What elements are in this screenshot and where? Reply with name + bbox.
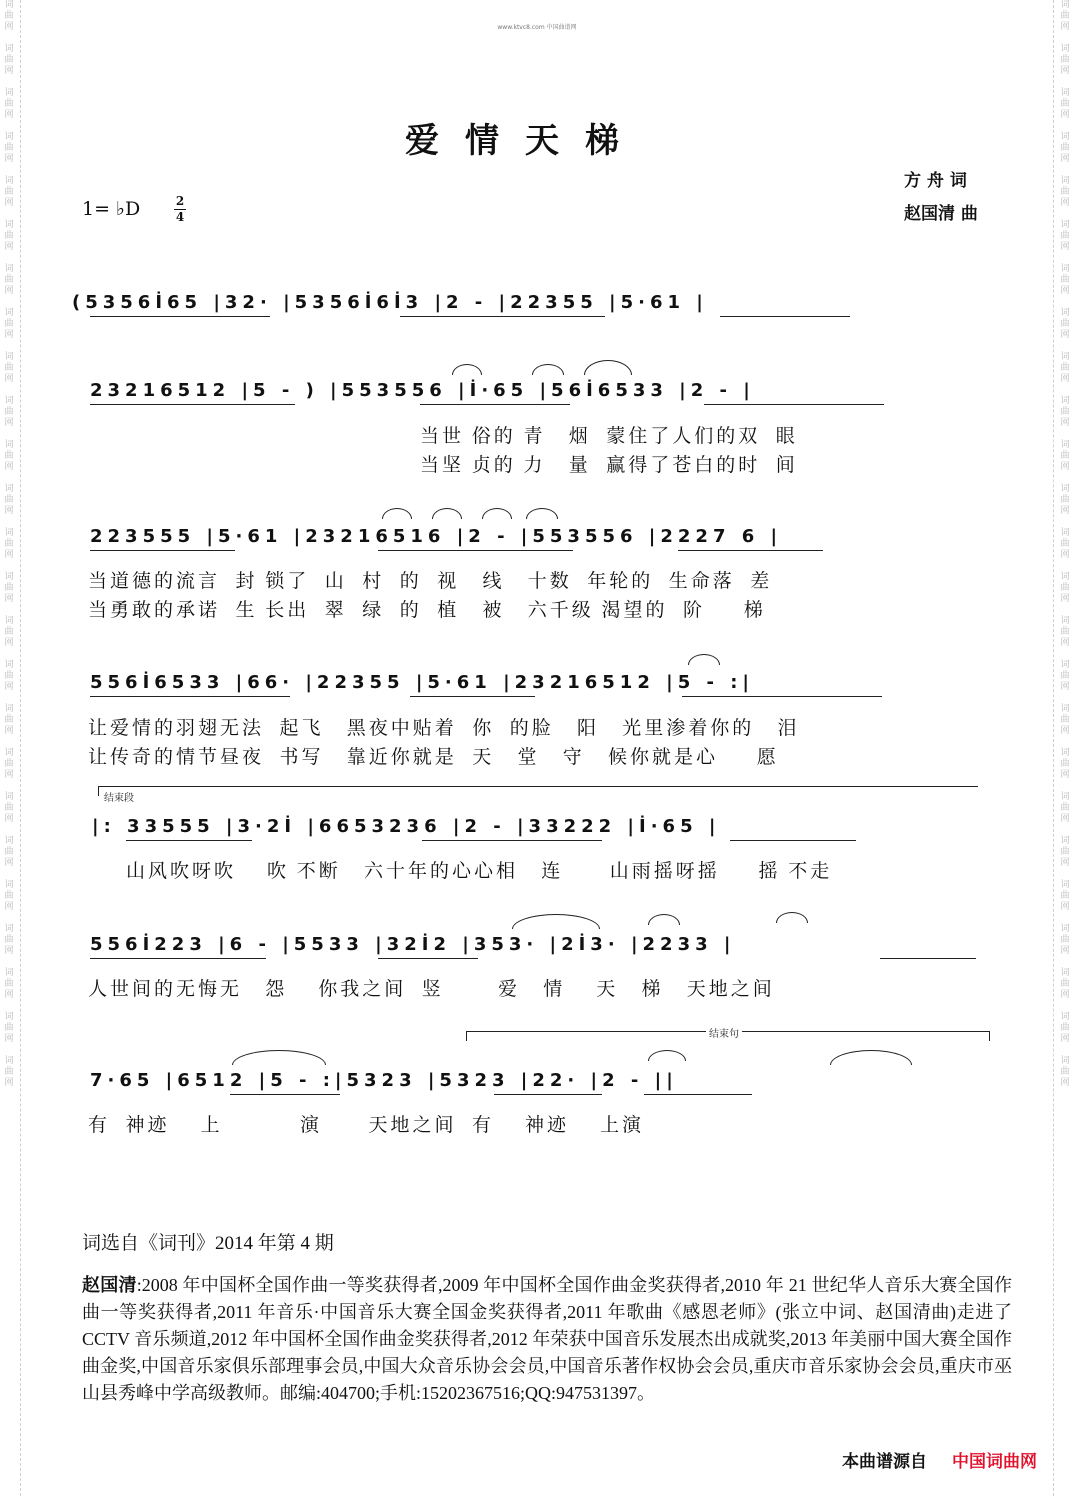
header-url: www.ktvc8.com 中国曲谱网 xyxy=(497,24,577,31)
song-title: 爱情天梯 xyxy=(405,121,645,161)
score-line-5-notes: |: 33555 |3·2İ |6653236 |2 - |33222 |İ·65 | xyxy=(92,816,721,837)
key-label: 1= ♭D xyxy=(82,198,141,220)
source-note: 词选自《词刊》2014 年第 4 期 xyxy=(82,1233,334,1254)
ending-phrase-bracket-left xyxy=(466,1031,467,1041)
beam xyxy=(90,550,235,551)
time-denominator: 4 xyxy=(175,210,185,224)
composer-bio xyxy=(82,1272,1012,1407)
slur xyxy=(648,1050,686,1061)
time-numerator: 2 xyxy=(175,194,185,208)
slur xyxy=(532,364,564,375)
beam xyxy=(378,550,573,551)
beam xyxy=(126,840,252,841)
beam xyxy=(90,316,270,317)
slur xyxy=(232,1050,326,1065)
score-line-6-lyrics-1: 人世间的无悔无 怨 你我之间 竖 爱 情 天 梯 天地之间 xyxy=(88,979,775,1000)
right-dashed-border xyxy=(1053,0,1054,1496)
beam xyxy=(720,316,850,317)
ending-section-label: 结束段 xyxy=(104,793,134,804)
beam xyxy=(644,1094,752,1095)
score-line-7-lyrics-1: 有 神迹 上 演 天地之间 有 神迹 上演 xyxy=(88,1115,645,1136)
score-line-4-lyrics-1: 让爱情的羽翅无法 起飞 黑夜中贴着 你 的脸 阳 光里渗着你的 泪 xyxy=(88,718,800,739)
beam xyxy=(90,696,290,697)
slur xyxy=(512,914,600,929)
beam xyxy=(378,958,478,959)
score-line-3-notes: 223555 |5·61 |23216516 |2 - |553556 |2227 6 | xyxy=(90,526,783,547)
score-line-3-lyrics-1: 当道德的流言 封 锁了 山 村 的 视 线 十数 年轮的 生命落 差 xyxy=(88,571,773,592)
slur xyxy=(830,1050,912,1065)
score-line-5-lyrics-1: 山风吹呀吹 吹 不断 六十年的心心相 连 山雨摇呀摇 摇 不走 xyxy=(126,861,833,882)
composer-credit: 赵国清 曲 xyxy=(904,204,978,224)
score-line-2-lyrics-2: 当坚 贞的 力 量 赢得了苍白的时 间 xyxy=(420,455,798,476)
slur xyxy=(584,360,632,375)
left-dashed-border xyxy=(20,0,21,1496)
score-line-7-notes: 7·65 |6512 |5 - :|5323 |5323 |22· |2 - || xyxy=(90,1070,678,1091)
beam xyxy=(682,696,882,697)
slur xyxy=(526,508,558,519)
slur xyxy=(452,364,482,375)
beam xyxy=(420,404,570,405)
beam xyxy=(704,404,884,405)
ending-phrase-bracket-right xyxy=(989,1031,990,1041)
beam xyxy=(90,958,266,959)
score-line-1-notes: (5356İ65 |32· |5356İ6İ3 |2 - |22355 |5·61 | xyxy=(72,292,708,313)
slur xyxy=(482,508,512,519)
beam xyxy=(400,316,605,317)
lyricist-credit: 方 舟 词 xyxy=(904,171,967,191)
beam xyxy=(90,404,295,405)
left-watermark: 词 曲 网 词 曲 网 词 曲 网 词 曲 网 词 曲 网 词 曲 网 词 曲 网 词 曲 网 词 曲 网 词 曲 网 词 曲 网 词 曲 网 词 曲 网 词 曲 网 词 曲 网 词 曲 网 词 曲 网 词 曲 网 词 曲 网 词 曲 网 词 曲 网 词 曲 网 词 曲 网 词 曲 网 词 曲 网 xyxy=(4,0,14,1088)
score-line-2-notes: 23216512 |5 - ) |553556 |İ·65 |56İ6533 |2 - | xyxy=(90,380,755,401)
time-signature xyxy=(174,194,186,225)
score-line-4-notes: 556İ6533 |66· |22355 |5·61 |23216512 |5 - :| xyxy=(90,672,754,693)
beam xyxy=(494,1094,602,1095)
ending-section-bracket xyxy=(98,786,978,787)
bio-text: :2008 年中国杯全国作曲一等奖获得者,2009 年中国杯全国作曲金奖获得者,2010 年 21 世纪华人音乐大赛全国作曲一等奖获得者,2011 年音乐·中国音乐大赛全国金奖获得者,2011 年歌曲《感恩老师》(张立中词、赵国清曲)走进了 CCTV 音乐频道,2012 年中国杯全国作曲金奖获得者,2012 年荣获中国音乐发展杰出成就奖,2013 年美丽中国大赛全国作曲金奖,中国音乐家俱乐部理事会员,中国大众音乐协会会员,中国音乐著作权协会会员,重庆市音乐家协会会员,重庆市巫山县秀峰中学高级教师。邮编:404700;手机:15202367516;QQ:947531397。 xyxy=(82,1275,1012,1403)
ending-phrase-label: 结束句 xyxy=(706,1025,742,1040)
key-signature xyxy=(82,194,185,224)
right-watermark: 词 曲 网 词 曲 网 词 曲 网 词 曲 网 词 曲 网 词 曲 网 词 曲 网 词 曲 网 词 曲 网 词 曲 网 词 曲 网 词 曲 网 词 曲 网 词 曲 网 词 曲 网 词 曲 网 词 曲 网 词 曲 网 词 曲 网 词 曲 网 词 曲 网 词 曲 网 词 曲 网 词 曲 网 词 曲 网 xyxy=(1060,0,1070,1088)
slur xyxy=(432,508,462,519)
score-line-6-notes: 556İ223 |6 - |5533 |32İ2 |353· |2İ3· |2233 | xyxy=(90,934,736,955)
slur xyxy=(776,912,808,923)
score-line-4-lyrics-2: 让传奇的情节昼夜 书写 靠近你就是 天 堂 守 候你就是心 愿 xyxy=(88,747,779,768)
slur xyxy=(688,654,720,665)
beam xyxy=(410,696,535,697)
beam xyxy=(678,550,823,551)
beam xyxy=(730,840,856,841)
bio-name: 赵国清 xyxy=(82,1275,137,1295)
score-line-3-lyrics-2: 当勇敢的承诺 生 长出 翠 绿 的 植 被 六千级 渴望的 阶 梯 xyxy=(88,600,766,621)
slur xyxy=(382,508,412,519)
footer-site-link[interactable]: 中国词曲网 xyxy=(952,1452,1037,1472)
beam xyxy=(230,1094,340,1095)
ending-section-bracket-tick xyxy=(98,786,99,796)
score-line-2-lyrics-1: 当世 俗的 青 烟 蒙住了人们的双 眼 xyxy=(420,426,798,447)
beam xyxy=(880,958,976,959)
beam xyxy=(422,840,602,841)
slur xyxy=(648,914,680,925)
footer-source-label: 本曲谱源自 xyxy=(842,1452,927,1472)
